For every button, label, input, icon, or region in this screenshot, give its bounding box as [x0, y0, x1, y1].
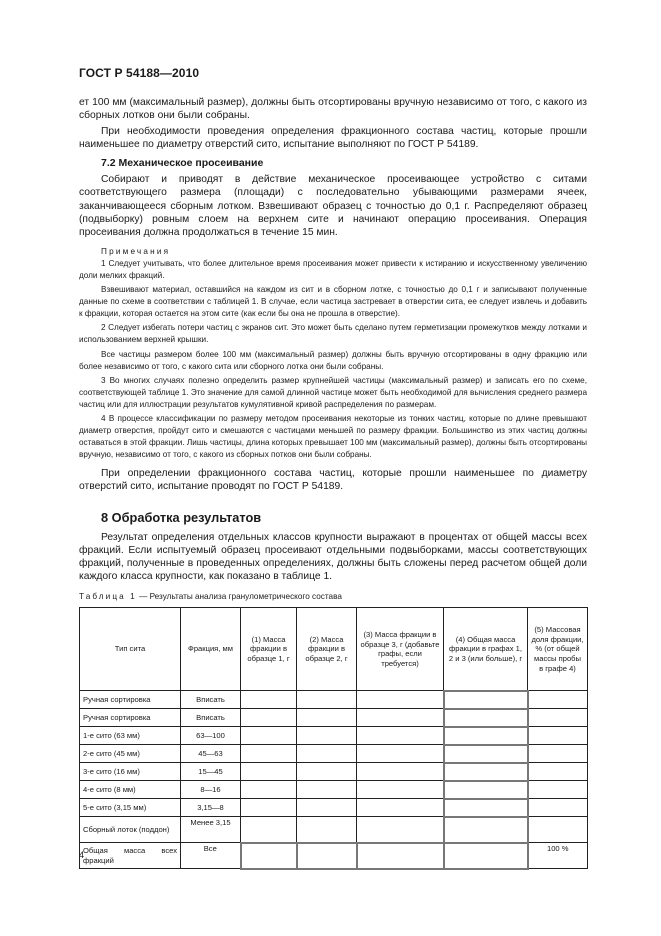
table-caption	[79, 591, 587, 603]
share-cell[interactable]	[528, 709, 588, 727]
value-cell[interactable]	[297, 727, 357, 745]
table-row	[80, 781, 588, 799]
fraction-cell: 15—45	[181, 763, 241, 781]
value-cell[interactable]	[357, 781, 444, 799]
sieve-type-cell: 2-е сито (45 мм)	[80, 745, 181, 763]
sieve-type-cell: 4-е сито (8 мм)	[80, 781, 181, 799]
sieve-type-cell: Ручная сортировка	[80, 691, 181, 709]
share-cell[interactable]	[528, 691, 588, 709]
table-header-cell: (4) Общая масса фракции в графах 1, 2 и 3 (или больше), г	[444, 607, 528, 691]
value-cell[interactable]	[357, 691, 444, 709]
table-header-cell: (5) Массовая доля фракции, % (от общей массы пробы в графе 4)	[528, 607, 588, 691]
page-number: 4	[79, 850, 85, 860]
share-cell[interactable]	[528, 745, 588, 763]
share-cell[interactable]	[528, 799, 588, 817]
value-cell[interactable]	[297, 691, 357, 709]
note-4: 4 В процессе классификации по размеру методом просеивания некоторые из тонких частиц, которые по длине превышают диаметр отверстия, пройдут сито и смешаются с частицами меньшей по размеру фракции. Большинство из этих частиц должны оставаться в этой фракции. Лишь частицы, длина которых превышает 100 мм (максимальный размер), должны быть отсортированы вручную, независимо от того, с какого из сборных потков они были собраны.	[79, 413, 587, 460]
sieve-type-cell: 3-е сито (16 мм)	[80, 763, 181, 781]
value-cell[interactable]	[357, 799, 444, 817]
value-cell[interactable]	[357, 727, 444, 745]
value-cell[interactable]	[357, 843, 444, 869]
value-cell[interactable]	[357, 745, 444, 763]
value-cell[interactable]	[444, 843, 528, 869]
note-2-continued: Все частицы размером более 100 мм (максимальный размер) должны быть вручную отсортированы в одну фракцию или более независимо от того, с какого сита или сборного лотка они были собраны.	[79, 349, 587, 371]
table-header-cell: Тип сита	[80, 607, 181, 691]
paragraph: При определении фракционного состава частиц, которые прошли наименьшее по диаметру отверстий сито, испытание проводят по ГОСТ Р 54189.	[79, 468, 587, 493]
paragraph: При необходимости проведения определения фракционного состава частиц, которые прошли наименьшее по диаметру отверстий сито, испытание выполняют по ГОСТ Р 54189.	[79, 126, 587, 151]
document-header: ГОСТ Р 54188—2010	[79, 66, 200, 80]
fraction-cell: Вписать	[181, 709, 241, 727]
value-cell[interactable]	[241, 781, 297, 799]
table-header-cell: Фракция, мм	[181, 607, 241, 691]
paragraph: Собирают и приводят в действие механическое просеивающее устройство с ситами соответствующего размера (площади) с последовательно убывающими размерами ячеек, заканчивающееся сборным лотком. Взвешивают образец с точностью до 0,1 г. Распределяют образец (подвыборку) ровным слоем на верхнем сите и начинают операцию просеивания. Операция просеивания должна продолжаться в течение 15 мин.	[79, 174, 587, 238]
table-row	[80, 691, 588, 709]
value-cell[interactable]	[444, 817, 528, 843]
sieve-type-cell: Сборный лоток (поддон)	[80, 817, 181, 843]
table-header-row	[80, 607, 588, 691]
table-row	[80, 843, 588, 869]
value-cell[interactable]	[241, 817, 297, 843]
value-cell[interactable]	[357, 763, 444, 781]
value-cell[interactable]	[444, 781, 528, 799]
value-cell[interactable]	[357, 817, 444, 843]
share-cell[interactable]	[528, 727, 588, 745]
fraction-cell: 8—16	[181, 781, 241, 799]
value-cell[interactable]	[444, 763, 528, 781]
section-heading-8: 8 Обработка результатов	[101, 509, 262, 525]
table-row	[80, 763, 588, 781]
fraction-cell: Все	[181, 843, 241, 869]
value-cell[interactable]	[297, 745, 357, 763]
value-cell[interactable]	[444, 745, 528, 763]
value-cell[interactable]	[444, 799, 528, 817]
paragraph: Результат определения отдельных классов крупности выражают в процентах от общей массы всех фракций. Если испытуемый образец просеивают отдельными подвыборками, массы соответствующих фракций, полученные в проведенных определениях, должны быть сложены перед расчетом общей доли каждого класса крупности, как показано в таблице 1.	[79, 531, 587, 582]
value-cell[interactable]	[297, 781, 357, 799]
fraction-cell: Менее 3,15	[181, 817, 241, 843]
value-cell[interactable]	[297, 709, 357, 727]
value-cell[interactable]	[241, 745, 297, 763]
share-cell[interactable]: 100 %	[528, 843, 588, 869]
paragraph-continuation: ет 100 мм (максимальный размер), должны быть отсортированы вручную независимо от того, с какого из сборных лотков они были собраны.	[79, 97, 587, 122]
value-cell[interactable]	[297, 799, 357, 817]
table-caption-label: Таблица 1	[79, 591, 137, 601]
value-cell[interactable]	[444, 691, 528, 709]
fraction-cell: 3,15—8	[181, 799, 241, 817]
table-header-cell: (1) Масса фракции в образце 1, г	[241, 607, 297, 691]
note-3: 3 Во многих случаях полезно определить размер крупнейшей частицы (максимальный размер) и записать его по схеме, соответствующей таблице 1. Это значение для самой длинной частице может быть необходимой для вычисления среднего размера частиц или для иллюстрации результатов кумулятивной кривой распределения по размерам.	[79, 375, 587, 409]
share-cell[interactable]	[528, 817, 588, 843]
value-cell[interactable]	[241, 843, 297, 869]
notes-title: Примечания	[101, 246, 171, 256]
results-table	[79, 607, 588, 870]
fraction-cell: 63—100	[181, 727, 241, 745]
note-1-continued: Взвешивают материал, оставшийся на каждом из сит и в сборном лотке, с точностью до 0,1 г и записывают полученные данные по схеме в соответствии с таблицей 1. В случае, если частица застревает в отверстии сита, ее следует извлечь и добавить к фракции, которая остается на этом сите (как если бы она не прошла в отверстие).	[79, 285, 587, 319]
sieve-type-cell: Общая масса всех фракций	[80, 843, 181, 869]
fraction-cell: 45—63	[181, 745, 241, 763]
share-cell[interactable]	[528, 763, 588, 781]
table-caption-text: — Результаты анализа гранулометрического состава	[136, 591, 342, 601]
page-content	[79, 96, 587, 870]
value-cell[interactable]	[297, 817, 357, 843]
table-row	[80, 709, 588, 727]
value-cell[interactable]	[241, 763, 297, 781]
value-cell[interactable]	[297, 763, 357, 781]
table-row	[80, 745, 588, 763]
sieve-type-cell: Ручная сортировка	[80, 709, 181, 727]
note-2: 2 Следует избегать потери частиц с экранов сит. Это может быть сделано путем герметизации промежутков между лотками и использованием верхней крышки.	[79, 323, 587, 345]
value-cell[interactable]	[357, 709, 444, 727]
note-1: 1 Следует учитывать, что более длительное время просеивания может привести к истиранию и искусственному увеличению доли мелких фракций.	[79, 258, 587, 280]
table-row	[80, 799, 588, 817]
value-cell[interactable]	[241, 691, 297, 709]
table-header-cell: (3) Масса фракции в образце 3, г (добавьте графы, если требуется)	[357, 607, 444, 691]
share-cell[interactable]	[528, 781, 588, 799]
table-row	[80, 817, 588, 843]
value-cell[interactable]	[241, 799, 297, 817]
sieve-type-cell: 1-е сито (63 мм)	[80, 727, 181, 745]
fraction-cell: Вписать	[181, 691, 241, 709]
value-cell[interactable]	[444, 709, 528, 727]
value-cell[interactable]	[241, 727, 297, 745]
value-cell[interactable]	[444, 727, 528, 745]
sieve-type-cell: 5-е сито (3,15 мм)	[80, 799, 181, 817]
table-header-cell: (2) Масса фракции в образце 2, г	[297, 607, 357, 691]
table-row	[80, 727, 588, 745]
value-cell[interactable]	[297, 843, 357, 869]
section-heading-7-2: 7.2 Механическое просеивание	[101, 157, 264, 170]
table-body	[80, 691, 588, 869]
value-cell[interactable]	[241, 709, 297, 727]
